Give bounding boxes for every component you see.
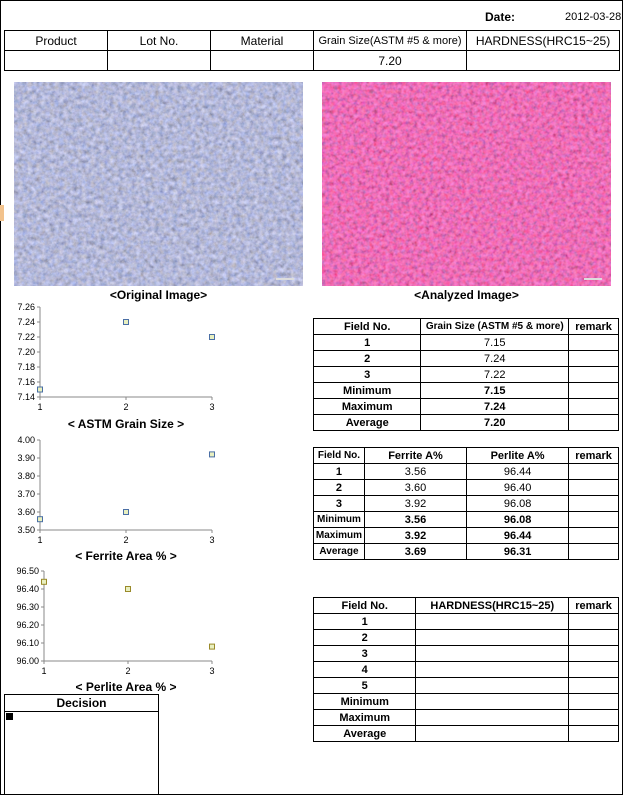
grain-row-value[interactable]: 7.15 xyxy=(421,383,569,399)
y-tick-label: 96.50 xyxy=(16,566,39,576)
ferrite-header-perlite: Perlite A% xyxy=(467,448,569,464)
grain-row-remark[interactable] xyxy=(569,383,619,399)
analyzed-image-caption: <Analyzed Image> xyxy=(414,288,519,302)
ferrite-row-remark[interactable] xyxy=(569,480,619,496)
hardness-header-value: HARDNESS(HRC15~25) xyxy=(416,598,569,614)
grain-header-remark: remark xyxy=(569,319,619,335)
ferrite-row-label: Minimum xyxy=(314,512,365,528)
y-tick-label: 3.50 xyxy=(17,525,35,535)
ferrite-row-label: 2 xyxy=(314,480,365,496)
hardness-table xyxy=(313,597,619,742)
grain-row-value[interactable]: 7.20 xyxy=(421,415,569,431)
date-value[interactable]: 2012-03-28 xyxy=(565,11,622,23)
value-grain-size[interactable]: 7.20 xyxy=(314,51,467,71)
grain-row-label: 1 xyxy=(314,335,421,351)
y-tick-label: 7.14 xyxy=(17,392,35,402)
grain-row-label: Minimum xyxy=(314,383,421,399)
hardness-value[interactable] xyxy=(416,662,569,678)
date-label: Date: xyxy=(485,10,516,24)
hardness-remark[interactable] xyxy=(569,662,619,678)
x-tick-label: 1 xyxy=(37,535,43,545)
value-hardness[interactable] xyxy=(467,51,620,71)
chart-title: < Perlite Area % > xyxy=(75,680,177,694)
grain-row-value[interactable]: 7.22 xyxy=(421,367,569,383)
hardness-remark[interactable] xyxy=(569,694,619,710)
ferrite-perlite-table xyxy=(313,447,619,560)
x-tick-label: 1 xyxy=(41,666,47,676)
data-point xyxy=(42,579,47,584)
chart-title: < ASTM Grain Size > xyxy=(67,417,185,431)
y-tick-label: 96.00 xyxy=(16,656,39,666)
y-tick-label: 96.40 xyxy=(16,584,39,594)
ferrite-row-label: Average xyxy=(314,544,365,560)
analyzed-image xyxy=(322,82,611,286)
hardness-value[interactable] xyxy=(416,678,569,694)
x-tick-label: 2 xyxy=(125,666,131,676)
ferrite-row-label: 3 xyxy=(314,496,365,512)
hardness-remark[interactable] xyxy=(569,726,619,742)
data-point xyxy=(124,320,129,325)
grain-row-value[interactable]: 7.24 xyxy=(421,351,569,367)
ferrite-value[interactable]: 3.60 xyxy=(364,480,466,496)
hardness-remark[interactable] xyxy=(569,646,619,662)
data-point xyxy=(126,587,131,592)
ferrite-header-field: Field No. xyxy=(314,448,365,464)
ferrite-header-ferrite: Ferrite A% xyxy=(364,448,466,464)
grain-row-label: Maximum xyxy=(314,399,421,415)
y-tick-label: 3.90 xyxy=(17,453,35,463)
data-point xyxy=(210,452,215,457)
x-tick-label: 3 xyxy=(209,666,215,676)
grain-size-table xyxy=(313,318,619,431)
ferrite-value[interactable]: 3.56 xyxy=(364,512,466,528)
grain-row-remark[interactable] xyxy=(569,335,619,351)
hardness-header-field: Field No. xyxy=(314,598,416,614)
hardness-value[interactable] xyxy=(416,646,569,662)
perlite-value[interactable]: 96.44 xyxy=(467,464,569,480)
hardness-remark[interactable] xyxy=(569,710,619,726)
y-tick-label: 7.20 xyxy=(17,347,35,357)
grain-row-label: Average xyxy=(314,415,421,431)
hardness-row-label: Minimum xyxy=(314,694,416,710)
y-tick-label: 7.22 xyxy=(17,332,35,342)
ferrite-row-remark[interactable] xyxy=(569,496,619,512)
value-material[interactable] xyxy=(211,51,314,71)
decision-title: Decision xyxy=(5,695,158,712)
original-image-caption: <Original Image> xyxy=(109,288,208,302)
y-tick-label: 7.24 xyxy=(17,317,35,327)
y-tick-label: 7.18 xyxy=(17,362,35,372)
grain-row-value[interactable]: 7.15 xyxy=(421,335,569,351)
ferrite-row-remark[interactable] xyxy=(569,528,619,544)
data-point xyxy=(210,644,215,649)
header-hardness: HARDNESS(HRC15~25) xyxy=(467,31,620,51)
hardness-remark[interactable] xyxy=(569,614,619,630)
ferrite-row-remark[interactable] xyxy=(569,512,619,528)
grain-row-remark[interactable] xyxy=(569,415,619,431)
hardness-value[interactable] xyxy=(416,726,569,742)
ferrite-value[interactable]: 3.69 xyxy=(364,544,466,560)
ferrite-row-label: Maximum xyxy=(314,528,365,544)
hardness-row-label: Average xyxy=(314,726,416,742)
original-image xyxy=(14,82,303,286)
hardness-row-label: 5 xyxy=(314,678,416,694)
selected-cell-indicator xyxy=(0,205,4,221)
hardness-value[interactable] xyxy=(416,630,569,646)
x-tick-label: 1 xyxy=(37,402,43,412)
data-point xyxy=(38,387,43,392)
grain-row-remark[interactable] xyxy=(569,351,619,367)
perlite-area-chart xyxy=(0,564,310,696)
grain-row-remark[interactable] xyxy=(569,399,619,415)
x-tick-label: 2 xyxy=(123,402,129,412)
hardness-value[interactable] xyxy=(416,614,569,630)
header-material: Material xyxy=(211,31,314,51)
x-tick-label: 2 xyxy=(123,535,129,545)
hardness-header-remark: remark xyxy=(569,598,619,614)
grain-size-chart xyxy=(0,300,310,435)
ferrite-value[interactable]: 3.56 xyxy=(364,464,466,480)
data-point xyxy=(38,517,43,522)
hardness-value[interactable] xyxy=(416,694,569,710)
hardness-remark[interactable] xyxy=(569,630,619,646)
header-table xyxy=(4,30,620,71)
perlite-value[interactable]: 96.44 xyxy=(467,528,569,544)
ferrite-value[interactable]: 3.92 xyxy=(364,496,466,512)
y-tick-label: 4.00 xyxy=(17,435,35,445)
grain-header-field: Field No. xyxy=(314,319,421,335)
y-tick-label: 96.20 xyxy=(16,620,39,630)
ferrite-header-remark: remark xyxy=(569,448,619,464)
value-product[interactable] xyxy=(5,51,108,71)
hardness-row-label: 1 xyxy=(314,614,416,630)
perlite-value[interactable]: 96.40 xyxy=(467,480,569,496)
decision-box[interactable] xyxy=(4,694,159,795)
hardness-remark[interactable] xyxy=(569,678,619,694)
y-tick-label: 3.60 xyxy=(17,507,35,517)
grain-row-remark[interactable] xyxy=(569,367,619,383)
x-tick-label: 3 xyxy=(209,402,215,412)
header-product: Product xyxy=(5,31,108,51)
grain-row-value[interactable]: 7.24 xyxy=(421,399,569,415)
cell-cursor-marker xyxy=(6,713,13,720)
y-tick-label: 96.30 xyxy=(16,602,39,612)
value-lot-no[interactable] xyxy=(108,51,211,71)
header-lot-no: Lot No. xyxy=(108,31,211,51)
grain-row-label: 3 xyxy=(314,367,421,383)
ferrite-row-remark[interactable] xyxy=(569,464,619,480)
grain-header-value: Grain Size (ASTM #5 & more) xyxy=(421,319,569,335)
data-point xyxy=(124,510,129,515)
hardness-row-label: 2 xyxy=(314,630,416,646)
hardness-row-label: 3 xyxy=(314,646,416,662)
hardness-row-label: 4 xyxy=(314,662,416,678)
y-tick-label: 3.70 xyxy=(17,489,35,499)
ferrite-value[interactable]: 3.92 xyxy=(364,528,466,544)
grain-row-label: 2 xyxy=(314,351,421,367)
x-tick-label: 3 xyxy=(209,535,215,545)
hardness-value[interactable] xyxy=(416,710,569,726)
perlite-value[interactable]: 96.08 xyxy=(467,496,569,512)
y-tick-label: 7.16 xyxy=(17,377,35,387)
perlite-value[interactable]: 96.31 xyxy=(467,544,569,560)
ferrite-row-remark[interactable] xyxy=(569,544,619,560)
header-grain-size: Grain Size(ASTM #5 & more) xyxy=(314,31,467,51)
ferrite-area-chart xyxy=(0,433,310,566)
data-point xyxy=(210,335,215,340)
chart-title: < Ferrite Area % > xyxy=(75,549,177,563)
ferrite-row-label: 1 xyxy=(314,464,365,480)
y-tick-label: 96.10 xyxy=(16,638,39,648)
hardness-row-label: Maximum xyxy=(314,710,416,726)
y-tick-label: 3.80 xyxy=(17,471,35,481)
perlite-value[interactable]: 96.08 xyxy=(467,512,569,528)
y-tick-label: 7.26 xyxy=(17,302,35,312)
